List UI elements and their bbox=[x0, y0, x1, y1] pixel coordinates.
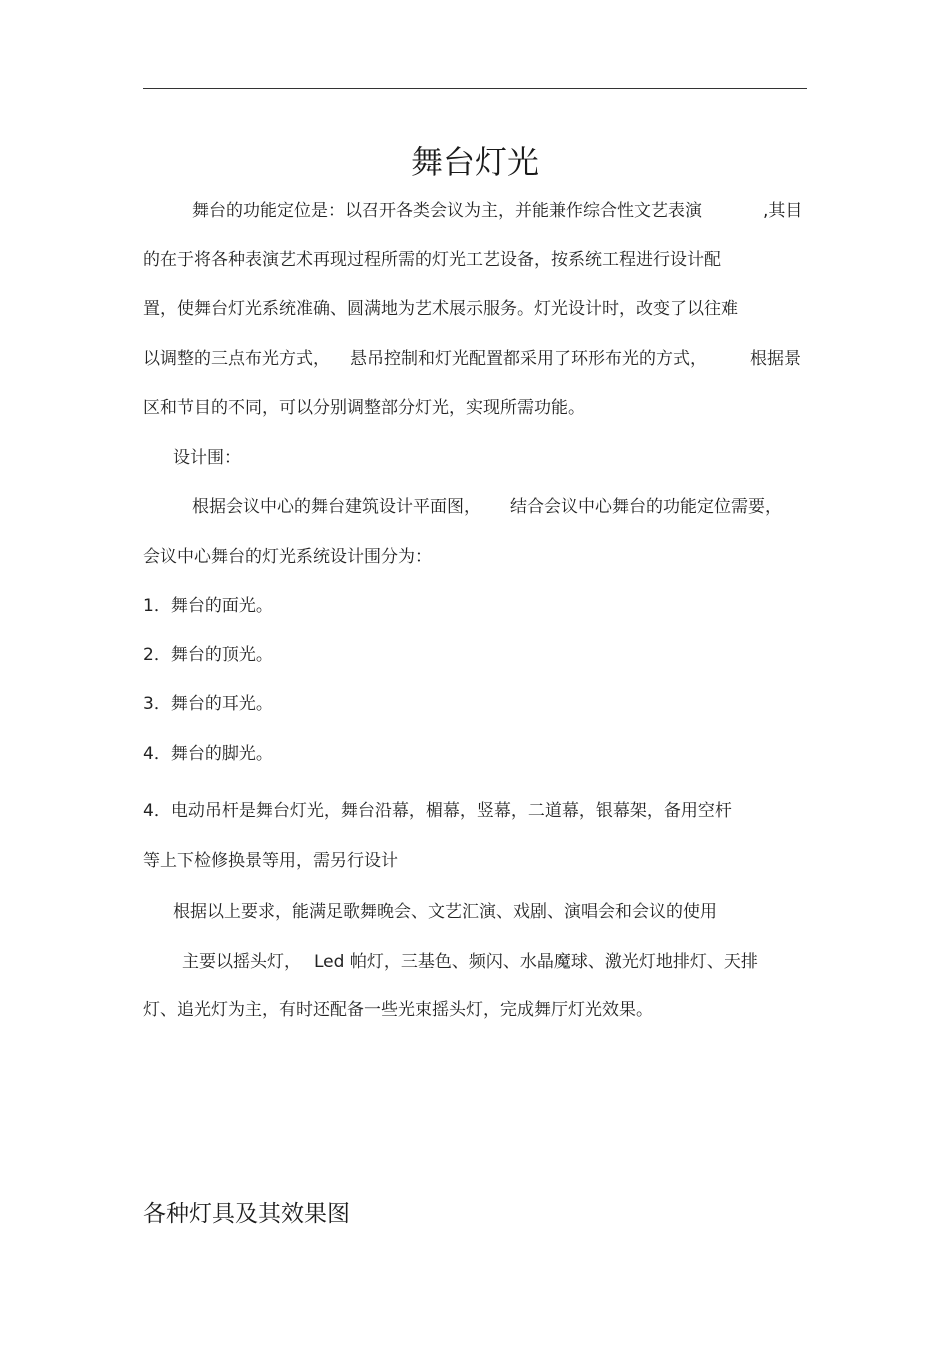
list-item: 3．舞台的耳光。 bbox=[143, 694, 273, 714]
list-item: 1．舞台的面光。 bbox=[143, 596, 273, 616]
fixtures-line-1a: 主要以摇头灯， bbox=[182, 952, 301, 972]
intro-line-4a: 以调整的三点布光方式， bbox=[143, 349, 330, 369]
intro-line-1: 舞台的功能定位是：以召开各类会议为主，并能兼作综合性文艺表演 bbox=[192, 201, 702, 221]
intro-line-4b: 悬吊控制和灯光配置都采用了环形布光的方式， bbox=[350, 349, 707, 369]
requirement-line: 根据以上要求，能满足歌舞晚会、文艺汇演、戏剧、演唱会和会议的使用 bbox=[173, 902, 717, 922]
page-title: 舞台灯光 bbox=[410, 143, 539, 181]
intro-line-2: 的在于将各种表演艺术再现过程所需的灯光工艺设备，按系统工程进行设计配 bbox=[143, 250, 721, 270]
scope-line-1b: 结合会议中心舞台的功能定位需要， bbox=[510, 497, 782, 517]
fixtures-line-2: 灯、追光灯为主，有时还配备一些光束摇头灯，完成舞厅灯光效果。 bbox=[143, 1000, 653, 1020]
note-line-2: 等上下检修换景等用，需另行设计 bbox=[143, 851, 398, 871]
intro-line-5: 区和节目的不同，可以分别调整部分灯光，实现所需功能。 bbox=[143, 398, 585, 418]
scope-line-1a: 根据会议中心的舞台建筑设计平面图， bbox=[192, 497, 481, 517]
list-item: 4．舞台的脚光。 bbox=[143, 744, 273, 764]
scope-line-2: 会议中心舞台的灯光系统设计围分为： bbox=[143, 547, 432, 567]
list-item: 2．舞台的顶光。 bbox=[143, 645, 273, 665]
scope-label: 设计围： bbox=[173, 448, 241, 468]
intro-line-4c: 根据景 bbox=[750, 349, 801, 369]
fixtures-line-1b: Led 帕灯，三基色、频闪、水晶魔球、激光灯地排灯、天排 bbox=[314, 952, 758, 972]
section-heading: 各种灯具及其效果图 bbox=[143, 1201, 350, 1227]
intro-line-1-tail: ,其目 bbox=[763, 201, 803, 221]
note-line-1: 4．电动吊杆是舞台灯光，舞台沿幕，楣幕，竖幕，二道幕，银幕架，备用空杆 bbox=[143, 801, 732, 821]
intro-line-3: 置，使舞台灯光系统准确、圆满地为艺术展示服务。灯光设计时，改变了以往难 bbox=[143, 299, 738, 319]
header-rule bbox=[143, 88, 807, 89]
